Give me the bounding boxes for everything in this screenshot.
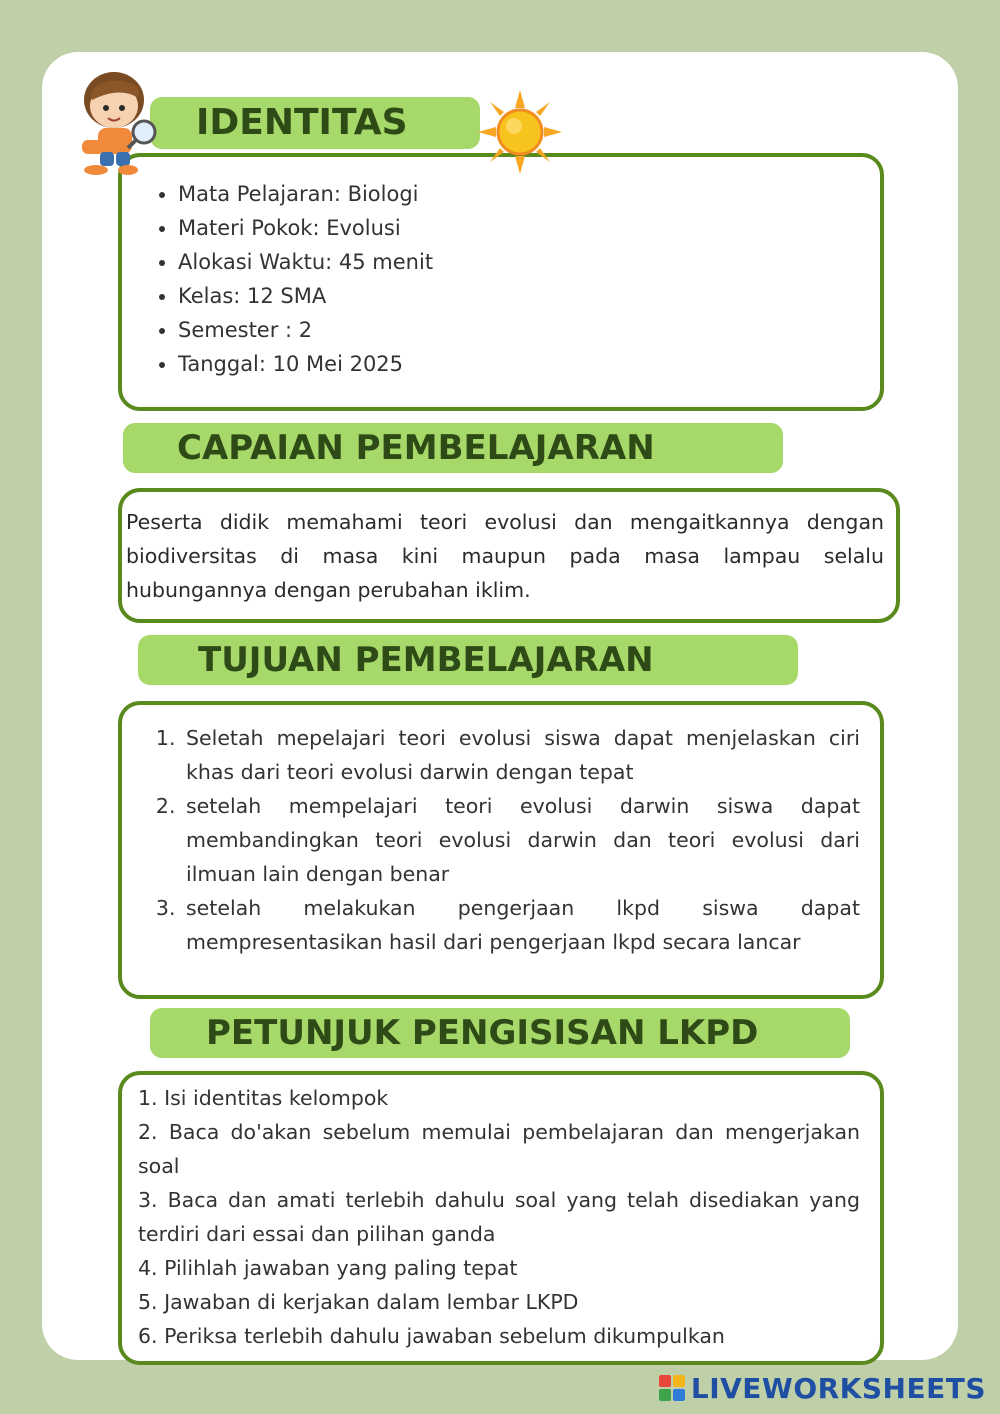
identitas-box: [118, 153, 884, 411]
capaian-text: Peserta didik memahami teori evolusi dan mengaitkannya dengan biodiversitas di masa kini maupun pada masa lampau selalu hubungannya dengan perubahan iklim.: [126, 510, 884, 602]
identitas-heading: IDENTITAS: [150, 97, 480, 149]
tujuan-box: [118, 701, 884, 999]
identitas-item: • Materi Pokok: Evolusi: [178, 211, 880, 245]
identitas-item: • Semester : 2: [178, 313, 880, 347]
petunjuk-item: 5. Jawaban di kerjakan dalam lembar LKPD: [138, 1290, 579, 1314]
brand-name: LIVEWORKSHEETS: [690, 1371, 986, 1405]
identitas-item: • Alokasi Waktu: 45 menit: [178, 245, 880, 279]
petunjuk-item: 4. Pilihlah jawaban yang paling tepat: [138, 1256, 518, 1280]
petunjuk-heading: PETUNJUK PENGISISAN LKPD: [150, 1008, 850, 1058]
tujuan-item: 2. setelah mempelajari teori evolusi darwin siswa dapat membandingkan teori evolusi darwin dan teori evolusi dari ilmuan lain dengan benar: [182, 789, 860, 891]
petunjuk-item: 2. Baca do'akan sebelum memulai pembelajaran dan mengerjakan soal: [138, 1120, 860, 1178]
petunjuk-item: 6. Periksa terlebih dahulu jawaban sebelum dikumpulkan: [138, 1324, 725, 1348]
identitas-item: • Kelas: 12 SMA: [178, 279, 880, 313]
petunjuk-item: 1. Isi identitas kelompok: [138, 1086, 389, 1110]
capaian-heading: CAPAIAN PEMBELAJARAN: [123, 423, 783, 473]
identitas-item: • Mata Pelajaran: Biologi: [178, 177, 880, 211]
tujuan-item: 3. setelah melakukan pengerjaan lkpd siswa dapat mempresentasikan hasil dari pengerjaan lkpd secara lancar: [182, 891, 860, 959]
petunjuk-item: 3. Baca dan amati terlebih dahulu soal yang telah disediakan yang terdiri dari essai dan pilihan ganda: [138, 1188, 860, 1246]
sun-icon: [478, 90, 562, 174]
boy-with-magnifier-illustration: [72, 70, 168, 176]
petunjuk-list: [122, 1075, 880, 1353]
identitas-list: [122, 157, 880, 381]
liveworksheets-logo-icon: [659, 1375, 685, 1401]
identitas-item: • Tanggal: 10 Mei 2025: [178, 347, 880, 381]
capaian-box: [118, 488, 900, 623]
petunjuk-box: [118, 1071, 884, 1365]
tujuan-list: [122, 705, 880, 959]
tujuan-heading: TUJUAN PEMBELAJARAN: [138, 635, 798, 685]
tujuan-item: 1. Seletah mepelajari teori evolusi siswa dapat menjelaskan ciri khas dari teori evolusi darwin dengan tepat: [182, 721, 860, 789]
liveworksheets-brand: [659, 1370, 986, 1406]
